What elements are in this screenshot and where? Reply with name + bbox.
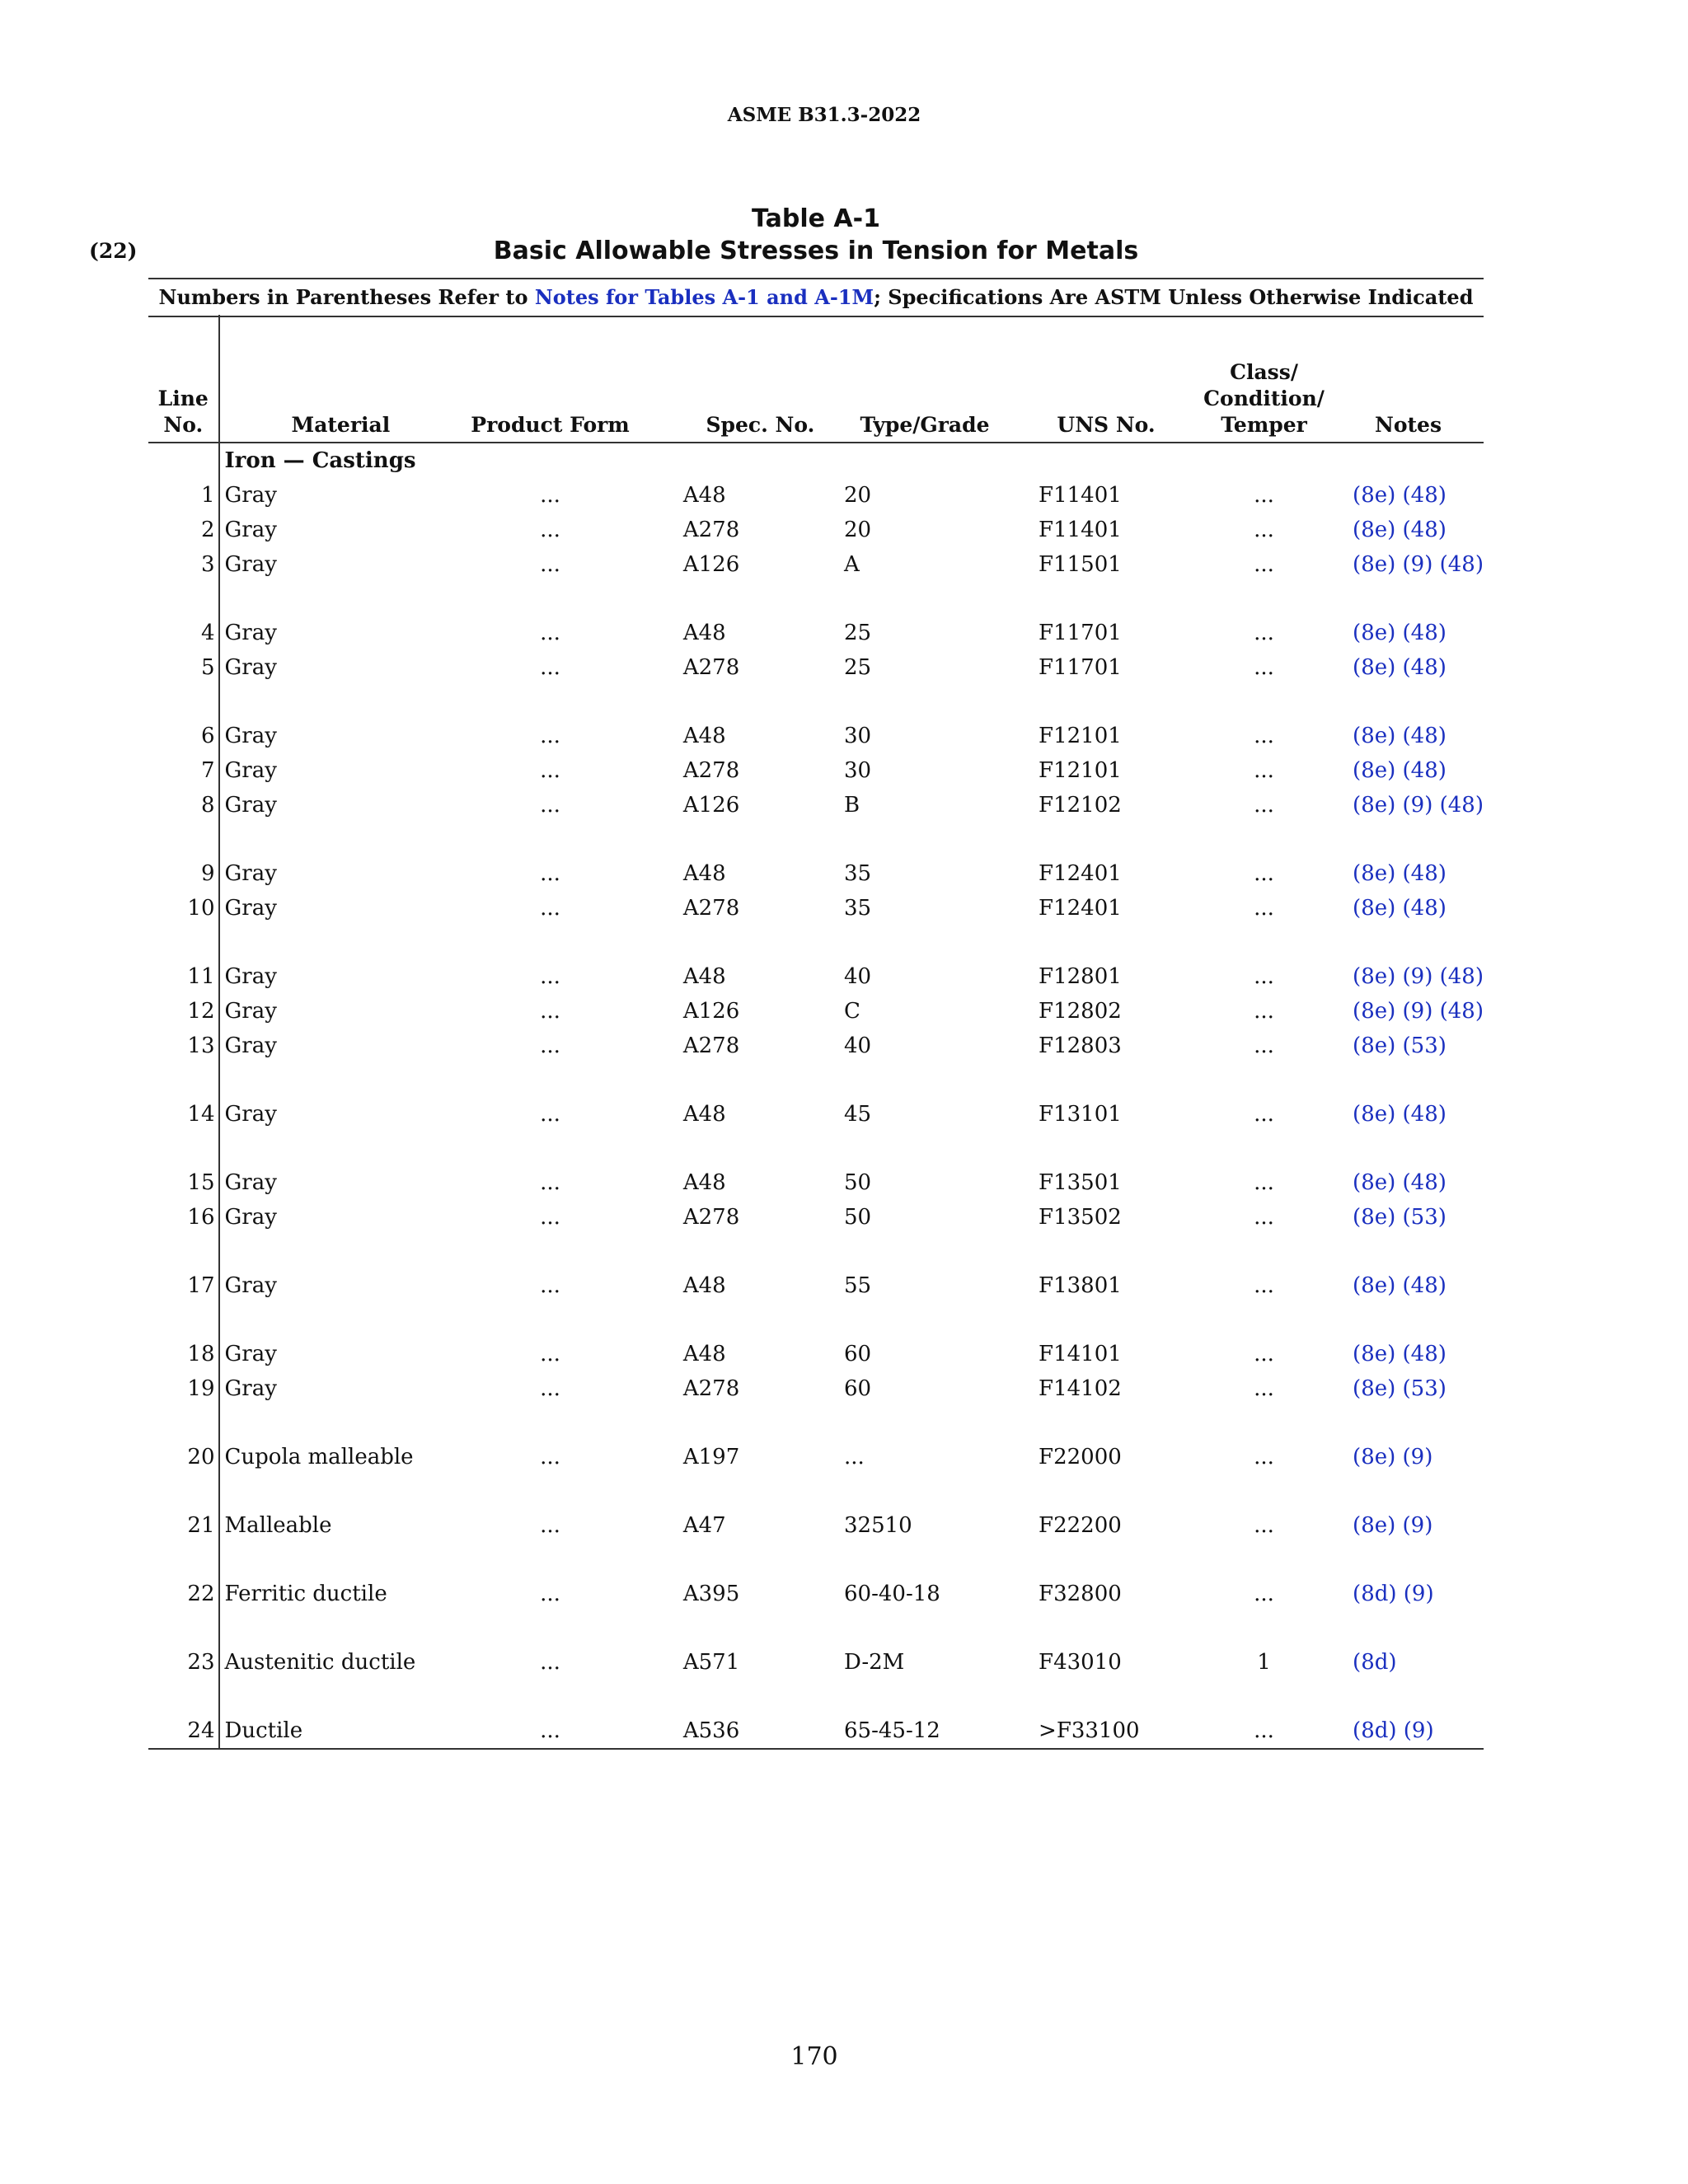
cell-material: Gray bbox=[224, 1170, 277, 1195]
cell-material: Austenitic ductile bbox=[224, 1650, 416, 1675]
cell-line-no: 9 bbox=[148, 856, 219, 891]
cell-notes[interactable]: (8e) (48) bbox=[1353, 724, 1447, 748]
cell-type-grade: 25 bbox=[844, 621, 872, 645]
cell-product-form: ... bbox=[540, 483, 560, 508]
cell-line-no: 21 bbox=[148, 1508, 219, 1543]
cell-spec-no: A126 bbox=[682, 552, 740, 577]
cell-class: ... bbox=[1254, 861, 1274, 886]
cell-product-form: ... bbox=[540, 552, 560, 577]
cell-product-form: ... bbox=[540, 1342, 560, 1366]
cell-material: Gray bbox=[224, 724, 277, 748]
cell-type-grade: 20 bbox=[844, 518, 872, 542]
cell-spec-no: A197 bbox=[682, 1445, 740, 1469]
cell-product-form: ... bbox=[540, 861, 560, 886]
cell-uns-no: F32800 bbox=[1039, 1582, 1122, 1606]
table-row bbox=[148, 719, 1484, 753]
cell-type-grade: 30 bbox=[844, 724, 872, 748]
cell-spec-no: A571 bbox=[682, 1650, 740, 1675]
cell-notes[interactable]: (8e) (9) (48) bbox=[1353, 964, 1484, 989]
cell-material: Gray bbox=[224, 1273, 277, 1298]
cell-type-grade: 35 bbox=[844, 861, 872, 886]
cell-class: ... bbox=[1254, 999, 1274, 1024]
notes-banner bbox=[148, 278, 1484, 317]
cell-uns-no: F13801 bbox=[1039, 1273, 1122, 1298]
row-spacer bbox=[148, 582, 1484, 616]
cell-uns-no: F12101 bbox=[1039, 724, 1122, 748]
cell-product-form: ... bbox=[540, 793, 560, 818]
row-spacer bbox=[148, 1063, 1484, 1097]
cell-type-grade: C bbox=[844, 999, 860, 1024]
cell-material: Gray bbox=[224, 1205, 277, 1230]
cell-notes[interactable]: (8e) (9) (48) bbox=[1353, 999, 1484, 1024]
cell-uns-no: F11701 bbox=[1039, 621, 1122, 645]
cell-notes[interactable]: (8e) (48) bbox=[1353, 655, 1447, 680]
row-spacer bbox=[148, 685, 1484, 719]
table-row bbox=[148, 1645, 1484, 1680]
cell-material: Gray bbox=[224, 793, 277, 818]
table-row bbox=[148, 856, 1484, 891]
cell-type-grade: 60 bbox=[844, 1376, 872, 1401]
cell-class: ... bbox=[1254, 758, 1274, 783]
cell-notes[interactable]: (8e) (53) bbox=[1353, 1205, 1447, 1230]
cell-line-no: 24 bbox=[148, 1713, 219, 1749]
cell-notes[interactable]: (8e) (9) bbox=[1353, 1513, 1433, 1538]
cell-material: Gray bbox=[224, 896, 277, 921]
row-spacer bbox=[148, 823, 1484, 856]
revision-mark: (22) bbox=[89, 239, 138, 263]
group-heading: Iron — Castings bbox=[224, 448, 416, 473]
cell-line-no: 15 bbox=[148, 1165, 219, 1200]
cell-line-no: 10 bbox=[148, 891, 219, 926]
cell-class: ... bbox=[1254, 1205, 1274, 1230]
cell-uns-no: F11401 bbox=[1039, 483, 1122, 508]
cell-notes[interactable]: (8e) (48) bbox=[1353, 1273, 1447, 1298]
cell-material: Gray bbox=[224, 1342, 277, 1366]
cell-uns-no: F12102 bbox=[1039, 793, 1122, 818]
cell-product-form: ... bbox=[540, 1445, 560, 1469]
col-header-material: Material bbox=[219, 315, 462, 443]
cell-product-form: ... bbox=[540, 1033, 560, 1058]
cell-type-grade: A bbox=[844, 552, 860, 577]
cell-type-grade: 45 bbox=[844, 1102, 872, 1127]
cell-spec-no: A278 bbox=[682, 1033, 740, 1058]
cell-material: Gray bbox=[224, 483, 277, 508]
cell-material: Gray bbox=[224, 1102, 277, 1127]
cell-product-form: ... bbox=[540, 621, 560, 645]
cell-notes[interactable]: (8d) (9) bbox=[1333, 1713, 1484, 1749]
cell-uns-no: F12802 bbox=[1039, 999, 1122, 1024]
col-header-line-no: Line No. bbox=[148, 315, 219, 443]
cell-spec-no: A48 bbox=[682, 724, 726, 748]
cell-product-form: ... bbox=[540, 964, 560, 989]
cell-line-no: 16 bbox=[148, 1200, 219, 1235]
cell-type-grade: 32510 bbox=[844, 1513, 912, 1538]
row-spacer bbox=[148, 1474, 1484, 1508]
cell-uns-no: F14102 bbox=[1039, 1376, 1122, 1401]
cell-notes[interactable]: (8e) (9) (48) bbox=[1353, 552, 1484, 577]
cell-spec-no: A278 bbox=[682, 758, 740, 783]
table-row bbox=[148, 1577, 1484, 1611]
cell-line-no: 2 bbox=[148, 513, 219, 547]
cell-type-grade: 40 bbox=[844, 1033, 872, 1058]
table-row bbox=[148, 959, 1484, 994]
table-row bbox=[148, 616, 1484, 650]
cell-line-no: 1 bbox=[148, 478, 219, 513]
cell-line-no: 20 bbox=[148, 1440, 219, 1474]
cell-material: Gray bbox=[224, 552, 277, 577]
cell-notes[interactable]: (8d) (9) bbox=[1353, 1582, 1434, 1606]
cell-class: ... bbox=[1254, 1273, 1274, 1298]
cell-notes[interactable]: (8d) bbox=[1353, 1650, 1397, 1675]
cell-uns-no: F22000 bbox=[1039, 1445, 1122, 1469]
cell-type-grade: 50 bbox=[844, 1170, 872, 1195]
cell-spec-no: A48 bbox=[682, 861, 726, 886]
cell-material: Gray bbox=[224, 1033, 277, 1058]
cell-line-no: 22 bbox=[148, 1577, 219, 1611]
cell-type-grade: 65-45-12 bbox=[832, 1713, 1017, 1749]
col-header-spec-no: Spec. No. bbox=[639, 315, 832, 443]
cell-type-grade: 20 bbox=[844, 483, 872, 508]
cell-product-form: ... bbox=[540, 1376, 560, 1401]
cell-class: ... bbox=[1254, 896, 1274, 921]
cell-class: ... bbox=[1254, 1342, 1274, 1366]
cell-uns-no: F43010 bbox=[1039, 1650, 1122, 1675]
cell-uns-no: F12801 bbox=[1039, 964, 1122, 989]
cell-class: ... bbox=[1254, 724, 1274, 748]
cell-product-form: ... bbox=[540, 896, 560, 921]
cell-material: Gray bbox=[224, 621, 277, 645]
cell-product-form: ... bbox=[540, 1650, 560, 1675]
cell-line-no: 17 bbox=[148, 1268, 219, 1303]
cell-material: Gray bbox=[224, 861, 277, 886]
cell-spec-no: A48 bbox=[682, 621, 726, 645]
cell-uns-no: F12101 bbox=[1039, 758, 1122, 783]
cell-notes[interactable]: (8e) (53) bbox=[1353, 1376, 1447, 1401]
cell-uns-no: F13502 bbox=[1039, 1205, 1122, 1230]
table-caption: Basic Allowable Stresses in Tension for Metals bbox=[493, 237, 1139, 265]
cell-uns-no: F12401 bbox=[1039, 861, 1122, 886]
cell-type-grade: 30 bbox=[844, 758, 872, 783]
cell-uns-no: F11501 bbox=[1039, 552, 1122, 577]
table-number: Table A-1 bbox=[752, 204, 880, 233]
cell-spec-no: A48 bbox=[682, 964, 726, 989]
cell-notes[interactable]: (8e) (48) bbox=[1353, 1342, 1447, 1366]
table-row bbox=[148, 478, 1484, 513]
table-row bbox=[148, 513, 1484, 547]
cell-line-no: 8 bbox=[148, 788, 219, 823]
cell-line-no: 7 bbox=[148, 753, 219, 788]
row-spacer bbox=[148, 1406, 1484, 1440]
cell-spec-no: A48 bbox=[682, 1273, 726, 1298]
cell-notes[interactable]: (8e) (48) bbox=[1353, 1170, 1447, 1195]
cell-material: Gray bbox=[224, 999, 277, 1024]
cell-material: Gray bbox=[224, 1376, 277, 1401]
allowable-stress-table bbox=[148, 315, 1484, 1750]
notes-banner-prefix: Numbers in Parentheses Refer to bbox=[158, 285, 535, 309]
cell-line-no: 13 bbox=[148, 1029, 219, 1063]
cell-class: ... bbox=[1254, 1513, 1274, 1538]
cell-type-grade: D-2M bbox=[844, 1650, 905, 1675]
cell-line-no: 6 bbox=[148, 719, 219, 753]
cell-material: Gray bbox=[224, 518, 277, 542]
cell-material: Ferritic ductile bbox=[224, 1582, 387, 1606]
cell-class: ... bbox=[1254, 1445, 1274, 1469]
cell-line-no: 23 bbox=[148, 1645, 219, 1680]
cell-product-form: ... bbox=[540, 724, 560, 748]
cell-line-no: 12 bbox=[148, 994, 219, 1029]
cell-product-form: ... bbox=[540, 1582, 560, 1606]
row-spacer bbox=[148, 1235, 1484, 1268]
row-spacer bbox=[148, 1680, 1484, 1713]
table-row bbox=[148, 1029, 1484, 1063]
cell-product-form: ... bbox=[540, 758, 560, 783]
cell-line-no: 14 bbox=[148, 1097, 219, 1132]
page-number: 170 bbox=[790, 2042, 838, 2071]
cell-line-no: 18 bbox=[148, 1337, 219, 1371]
cell-product-form: ... bbox=[540, 1170, 560, 1195]
cell-product-form: ... bbox=[540, 1513, 560, 1538]
col-header-type-grade: Type/Grade bbox=[832, 315, 1017, 443]
cell-notes[interactable]: (8e) (53) bbox=[1353, 1033, 1447, 1058]
cell-class: ... bbox=[1254, 1033, 1274, 1058]
cell-product-form: ... bbox=[540, 655, 560, 680]
table-row bbox=[148, 891, 1484, 926]
table-row bbox=[148, 650, 1484, 685]
cell-type-grade: 55 bbox=[844, 1273, 872, 1298]
cell-uns-no: >F33100 bbox=[1017, 1713, 1195, 1749]
cell-notes[interactable]: (8e) (48) bbox=[1353, 861, 1447, 886]
cell-notes[interactable]: (8e) (48) bbox=[1353, 896, 1447, 921]
cell-notes[interactable]: (8e) (9) bbox=[1353, 1445, 1433, 1469]
cell-class: ... bbox=[1254, 964, 1274, 989]
cell-spec-no: A278 bbox=[682, 1376, 740, 1401]
cell-notes[interactable]: (8e) (48) bbox=[1353, 483, 1447, 508]
cell-product-form: ... bbox=[540, 1205, 560, 1230]
cell-type-grade: B bbox=[844, 793, 860, 818]
table-header-row bbox=[148, 315, 1484, 443]
cell-class: ... bbox=[1254, 1170, 1274, 1195]
cell-notes[interactable]: (8e) (9) (48) bbox=[1353, 793, 1484, 818]
cell-class: 1 bbox=[1257, 1650, 1271, 1675]
cell-material: Cupola malleable bbox=[224, 1445, 414, 1469]
table-row bbox=[148, 1371, 1484, 1406]
cell-class: ... bbox=[1254, 1376, 1274, 1401]
cell-product-form: ... bbox=[540, 1102, 560, 1127]
table-row bbox=[148, 547, 1484, 582]
col-header-uns-no: UNS No. bbox=[1017, 315, 1195, 443]
cell-spec-no: A278 bbox=[682, 1205, 740, 1230]
cell-product-form: ... bbox=[540, 518, 560, 542]
cell-spec-no: A278 bbox=[682, 518, 740, 542]
row-spacer bbox=[148, 1132, 1484, 1165]
table-row bbox=[148, 753, 1484, 788]
cell-type-grade: 25 bbox=[844, 655, 872, 680]
cell-class: ... bbox=[1254, 552, 1274, 577]
cell-uns-no: F14101 bbox=[1039, 1342, 1122, 1366]
table-row bbox=[148, 1097, 1484, 1132]
cell-line-no: 19 bbox=[148, 1371, 219, 1406]
table-title bbox=[148, 203, 1484, 267]
cell-notes[interactable]: (8e) (48) bbox=[1353, 1102, 1447, 1127]
cell-product-form: ... bbox=[462, 1713, 639, 1749]
cell-class: ... bbox=[1254, 518, 1274, 542]
cell-product-form: ... bbox=[540, 1273, 560, 1298]
cell-notes[interactable]: (8e) (48) bbox=[1353, 621, 1447, 645]
cell-line-no: 5 bbox=[148, 650, 219, 685]
table-row bbox=[148, 1713, 1484, 1749]
cell-uns-no: F13501 bbox=[1039, 1170, 1122, 1195]
cell-class: ... bbox=[1195, 1713, 1333, 1749]
table-row bbox=[148, 994, 1484, 1029]
row-spacer bbox=[148, 1303, 1484, 1337]
cell-type-grade: 40 bbox=[844, 964, 872, 989]
table-row bbox=[148, 1508, 1484, 1543]
cell-spec-no: A126 bbox=[682, 793, 740, 818]
cell-uns-no: F12803 bbox=[1039, 1033, 1122, 1058]
notes-link[interactable]: Notes for Tables A-1 and A-1M bbox=[534, 285, 874, 309]
cell-spec-no: A47 bbox=[682, 1513, 726, 1538]
cell-class: ... bbox=[1254, 483, 1274, 508]
cell-type-grade: 60 bbox=[844, 1342, 872, 1366]
table-row bbox=[148, 788, 1484, 823]
cell-class: ... bbox=[1254, 1102, 1274, 1127]
table-row bbox=[148, 1200, 1484, 1235]
cell-class: ... bbox=[1254, 793, 1274, 818]
cell-spec-no: A126 bbox=[682, 999, 740, 1024]
cell-material: Gray bbox=[224, 758, 277, 783]
table-row bbox=[148, 1268, 1484, 1303]
cell-line-no: 4 bbox=[148, 616, 219, 650]
cell-product-form: ... bbox=[540, 999, 560, 1024]
col-header-product-form: Product Form bbox=[462, 315, 639, 443]
cell-spec-no: A278 bbox=[682, 655, 740, 680]
table-row bbox=[148, 1440, 1484, 1474]
cell-line-no: 3 bbox=[148, 547, 219, 582]
cell-spec-no: A48 bbox=[682, 1170, 726, 1195]
cell-spec-no: A278 bbox=[682, 896, 740, 921]
cell-spec-no: A536 bbox=[639, 1713, 832, 1749]
cell-type-grade: 60-40-18 bbox=[844, 1582, 940, 1606]
cell-uns-no: F11401 bbox=[1039, 518, 1122, 542]
cell-spec-no: A48 bbox=[682, 1342, 726, 1366]
cell-class: ... bbox=[1254, 1582, 1274, 1606]
cell-type-grade: 50 bbox=[844, 1205, 872, 1230]
cell-notes[interactable]: (8e) (48) bbox=[1353, 518, 1447, 542]
cell-uns-no: F22200 bbox=[1039, 1513, 1122, 1538]
cell-uns-no: F13101 bbox=[1039, 1102, 1122, 1127]
table-row bbox=[148, 1165, 1484, 1200]
cell-uns-no: F11701 bbox=[1039, 655, 1122, 680]
cell-type-grade: ... bbox=[844, 1445, 865, 1469]
cell-spec-no: A48 bbox=[682, 1102, 726, 1127]
cell-line-no: 11 bbox=[148, 959, 219, 994]
cell-type-grade: 35 bbox=[844, 896, 872, 921]
cell-material: Ductile bbox=[219, 1713, 462, 1749]
table-row bbox=[148, 1337, 1484, 1371]
cell-class: ... bbox=[1254, 655, 1274, 680]
col-header-notes: Notes bbox=[1333, 315, 1484, 443]
cell-material: Gray bbox=[224, 655, 277, 680]
cell-spec-no: A395 bbox=[682, 1582, 740, 1606]
cell-material: Gray bbox=[224, 964, 277, 989]
cell-uns-no: F12401 bbox=[1039, 896, 1122, 921]
cell-spec-no: A48 bbox=[682, 483, 726, 508]
cell-material: Malleable bbox=[224, 1513, 332, 1538]
col-header-class-condition-temper: Class/ Condition/ Temper bbox=[1195, 315, 1333, 443]
cell-class: ... bbox=[1254, 621, 1274, 645]
page-header-standard: ASME B31.3-2022 bbox=[727, 104, 921, 126]
row-spacer bbox=[148, 1611, 1484, 1645]
group-heading-row bbox=[148, 443, 1484, 478]
notes-banner-suffix: ; Specifications Are ASTM Unless Otherwise Indicated bbox=[874, 285, 1474, 309]
cell-notes[interactable]: (8e) (48) bbox=[1353, 758, 1447, 783]
row-spacer bbox=[148, 1543, 1484, 1577]
row-spacer bbox=[148, 926, 1484, 959]
